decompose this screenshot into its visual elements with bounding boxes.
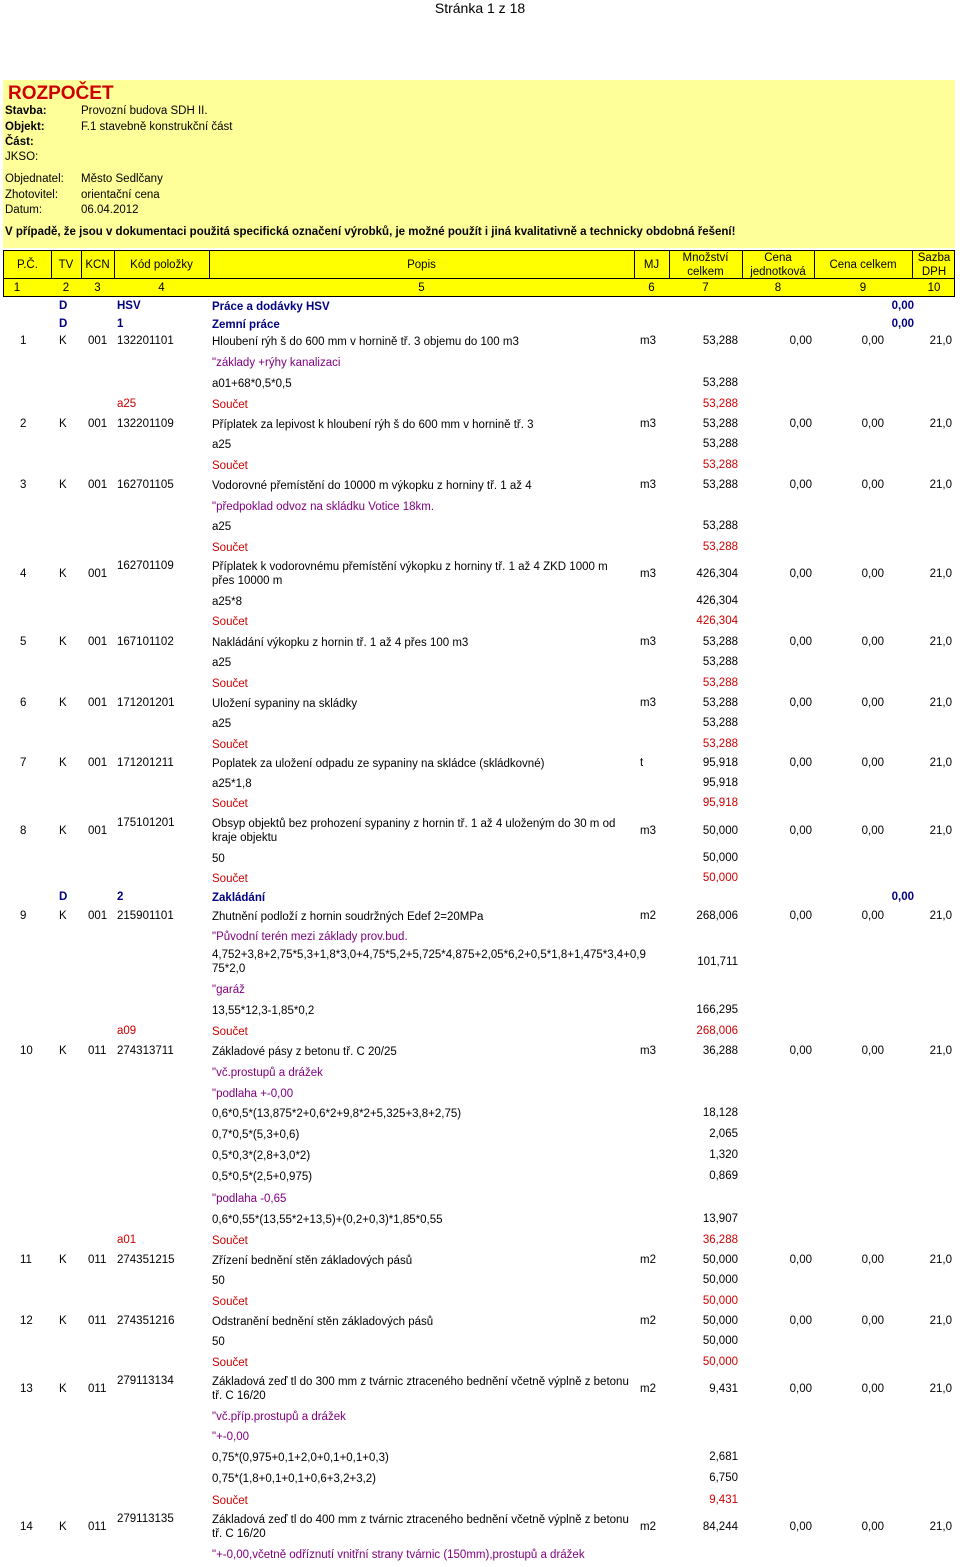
calc-quantity: 18,128: [702, 1107, 738, 1119]
item-quantity: 53,288: [702, 418, 738, 430]
item-code: 279113135: [117, 1513, 174, 1525]
col-num: 7: [702, 282, 709, 294]
item-description: Příplatek za lepivost k hloubení rýh š do 600 mm v hornině tř. 3: [212, 419, 534, 431]
col-num: 1: [13, 282, 21, 294]
row-tv: K: [59, 418, 67, 430]
row-tv: K: [59, 910, 67, 922]
col-pc: P.Č.: [17, 259, 38, 271]
item-vat-rate: 21,0: [929, 1521, 952, 1533]
sum-quantity: 50,000: [702, 1356, 738, 1368]
calc-expression: 0,75*(0,975+0,1+2,0+0,1+0,1+0,3): [212, 1452, 389, 1464]
item-description: Nakládání výkopku z hornin tř. 1 až 4 přes 100 m3: [212, 637, 469, 649]
col-cj-1: Cena: [764, 252, 792, 264]
item-total-price: 0,00: [861, 1315, 884, 1327]
row-note: "Původní terén mezi základy prov.bud.: [212, 931, 408, 943]
calc-quantity: 1,320: [709, 1149, 738, 1161]
col-num: 4: [158, 282, 165, 294]
item-unit-price: 0,00: [789, 1383, 812, 1395]
item-vat-rate: 21,0: [929, 479, 952, 491]
col-dph-2: DPH: [921, 266, 947, 278]
item-quantity: 426,304: [696, 568, 738, 580]
sum-label: Součet: [212, 616, 248, 628]
row-number: 4: [20, 568, 27, 580]
sum-quantity: 53,288: [702, 738, 738, 750]
sum-quantity: 50,000: [702, 872, 738, 884]
item-unit: t: [640, 757, 644, 769]
col-num: 2: [62, 282, 70, 294]
item-description: Zhutnění podloží z hornin soudržných Edef 2=20MPa: [212, 911, 484, 923]
calc-quantity: 53,288: [702, 656, 738, 668]
calc-quantity: 53,288: [702, 717, 738, 729]
section-total: 0,00: [891, 891, 914, 903]
row-kcn: 001: [88, 479, 108, 491]
sum-label: Součet: [212, 1026, 248, 1038]
sum-label: Součet: [212, 1235, 248, 1247]
item-unit-price: 0,00: [789, 479, 812, 491]
item-vat-rate: 21,0: [929, 568, 952, 580]
col-num: 9: [859, 282, 867, 294]
item-total-price: 0,00: [861, 1045, 884, 1057]
sum-label: Součet: [212, 1357, 248, 1369]
sum-quantity: 268,006: [696, 1025, 738, 1037]
col-popis: Popis: [407, 259, 436, 271]
col-cc: Cena celkem: [829, 259, 897, 271]
sum-label: Součet: [212, 460, 248, 472]
item-total-price: 0,00: [861, 1383, 884, 1395]
row-tv: K: [59, 1045, 67, 1057]
calc-expression: 0,75*(1,8+0,1+0,1+0,6+3,2+3,2): [212, 1473, 377, 1485]
item-unit: m2: [640, 1315, 656, 1327]
sum-label: Součet: [212, 739, 248, 751]
item-vat-rate: 21,0: [929, 697, 952, 709]
col-cj-2: jednotková: [750, 266, 806, 278]
section-total: 0,00: [891, 318, 914, 330]
item-unit-price: 0,00: [789, 910, 812, 922]
row-number: 1: [20, 335, 27, 347]
item-description: Zřízení bednění stěn základových pásů: [212, 1255, 413, 1267]
row-tv: D: [59, 300, 68, 312]
row-kcn: 011: [88, 1315, 107, 1327]
col-dph-1: Sazba: [917, 252, 951, 264]
item-description: Hloubení rýh š do 600 mm v hornině tř. 3 objemu do 100 m3: [212, 336, 519, 348]
item-total-price: 0,00: [861, 825, 884, 837]
calc-quantity: 53,288: [702, 438, 738, 450]
item-quantity: 9,431: [709, 1383, 738, 1395]
item-code: 274313711: [117, 1045, 174, 1057]
row-kcn: 001: [88, 335, 108, 347]
item-code: 162701105: [117, 479, 174, 491]
calc-expression: 0,6*0,55*(13,55*2+13,5)+(0,2+0,3)*1,85*0,55: [212, 1214, 443, 1226]
calc-quantity: 95,918: [702, 777, 738, 789]
row-number: 11: [20, 1254, 32, 1266]
item-quantity: 50,000: [702, 1315, 738, 1327]
item-description: Obsyp objektů bez prohození sypaniny z hornin tř. 1 až 4 uloženým do 30 m od kraje objektu: [212, 818, 616, 844]
row-tv: K: [59, 568, 67, 580]
item-unit-price: 0,00: [789, 335, 812, 347]
section-title: Zakládání: [212, 892, 266, 904]
calc-expression: 50: [212, 853, 225, 865]
item-code: 215901101: [117, 910, 174, 922]
calc-quantity: 53,288: [702, 377, 738, 389]
item-description: Vodorovné přemístění do 10000 m výkopku z horniny tř. 1 až 4: [212, 480, 532, 492]
field-value: Město Sedlčany: [81, 173, 163, 185]
sum-label: Součet: [212, 1495, 248, 1507]
row-number: 6: [20, 697, 27, 709]
calc-expression: 0,7*0,5*(5,3+0,6): [212, 1129, 300, 1141]
row-tv: K: [59, 757, 67, 769]
row-kcn: 001: [88, 825, 108, 837]
row-note: "vč.prostupů a drážek: [212, 1067, 323, 1079]
item-unit: m3: [640, 335, 656, 347]
item-total-price: 0,00: [861, 418, 884, 430]
row-tv: K: [59, 636, 67, 648]
item-unit: m3: [640, 636, 656, 648]
sum-variable: a09: [117, 1025, 137, 1037]
row-number: 5: [20, 636, 27, 648]
row-kcn: 001: [88, 418, 108, 430]
sum-label: Součet: [212, 798, 248, 810]
calc-quantity: 0,869: [709, 1170, 738, 1182]
calc-expression: 13,55*12,3-1,85*0,2: [212, 1005, 315, 1017]
item-vat-rate: 21,0: [929, 1254, 952, 1266]
item-quantity: 50,000: [702, 1254, 738, 1266]
item-quantity: 84,244: [702, 1521, 738, 1533]
calc-expression: 0,5*0,5*(2,5+0,975): [212, 1171, 313, 1183]
row-note: "vč.příp.prostupů a drážek: [212, 1411, 346, 1423]
page-number: Stránka 1 z 18: [434, 0, 526, 16]
calc-expression: a01+68*0,5*0,5: [212, 378, 292, 390]
calc-quantity: 2,065: [709, 1128, 738, 1140]
sum-label: Součet: [212, 873, 248, 885]
row-tv: K: [59, 1315, 67, 1327]
row-note: "podlaha -0,65: [212, 1193, 287, 1205]
row-code: 2: [117, 891, 124, 903]
field-value: 06.04.2012: [81, 204, 139, 216]
row-tv: K: [59, 1383, 67, 1395]
field-value: orientační cena: [81, 189, 160, 201]
calc-quantity: 2,681: [709, 1451, 738, 1463]
item-quantity: 53,288: [702, 697, 738, 709]
item-vat-rate: 21,0: [929, 1383, 952, 1395]
col-num: 10: [927, 282, 941, 294]
calc-expression: a25*8: [212, 596, 243, 608]
col-num: 8: [774, 282, 782, 294]
calc-quantity: 50,000: [702, 1274, 738, 1286]
row-tv: K: [59, 1254, 67, 1266]
row-note: "+-0,00: [212, 1431, 250, 1443]
item-description: Základová zeď tl do 400 mm z tvárnic ztraceného bednění včetně výplně z betonu tř. C 16/20: [212, 1514, 629, 1540]
row-note: "předpoklad odvoz na skládku Votice 18km.: [212, 501, 435, 513]
calc-expression: a25*1,8: [212, 778, 252, 790]
row-tv: K: [59, 335, 67, 347]
row-kcn: 001: [88, 757, 108, 769]
disclaimer-note: V případě, že jsou v dokumentaci použitá specifická označení výrobků, je možné použít i jiná kvalitativně a technicky obdobná řešení!: [5, 226, 736, 238]
document-title: ROZPOČET: [8, 83, 114, 104]
item-total-price: 0,00: [861, 910, 884, 922]
col-num: 5: [418, 282, 425, 294]
item-description: Základová zeď tl do 300 mm z tvárnic ztraceného bednění včetně výplně z betonu tř. C 16/20: [212, 1376, 629, 1402]
calc-expression: a25: [212, 521, 232, 533]
item-code: 167101102: [117, 636, 174, 648]
item-total-price: 0,00: [861, 479, 884, 491]
sum-quantity: 53,288: [702, 398, 738, 410]
sum-label: Součet: [212, 399, 248, 411]
item-code: 274351215: [117, 1254, 175, 1266]
field-value: Provozní budova SDH II.: [81, 105, 208, 117]
item-total-price: 0,00: [861, 757, 884, 769]
row-number: 7: [20, 757, 27, 769]
sum-variable: a01: [117, 1234, 137, 1246]
row-code: HSV: [117, 300, 141, 312]
calc-expression: a25: [212, 439, 232, 451]
row-tv: K: [59, 1521, 67, 1533]
item-unit-price: 0,00: [789, 636, 812, 648]
item-unit-price: 0,00: [789, 697, 812, 709]
row-tv: K: [59, 825, 67, 837]
row-kcn: 001: [88, 697, 108, 709]
row-kcn: 001: [88, 568, 108, 580]
sum-label: Součet: [212, 542, 248, 554]
calc-quantity: 166,295: [696, 1004, 738, 1016]
item-description: Poplatek za uložení odpadu ze sypaniny na skládce (skládkovné): [212, 758, 545, 770]
col-kcn: KCN: [85, 259, 110, 271]
item-vat-rate: 21,0: [929, 910, 952, 922]
row-note: "garáž: [212, 984, 245, 996]
item-vat-rate: 21,0: [929, 1045, 952, 1057]
row-kcn: 011: [88, 1521, 107, 1533]
row-tv: D: [59, 891, 68, 903]
row-tv: K: [59, 479, 67, 491]
calc-expression: a25: [212, 718, 232, 730]
item-vat-rate: 21,0: [929, 1315, 952, 1327]
item-unit-price: 0,00: [789, 757, 812, 769]
sum-quantity: 9,431: [709, 1494, 738, 1506]
row-kcn: 001: [88, 636, 108, 648]
item-unit-price: 0,00: [789, 1254, 812, 1266]
item-code: 132201101: [117, 335, 174, 347]
sum-label: Součet: [212, 678, 248, 690]
section-title: Zemní práce: [212, 319, 280, 331]
sum-quantity: 426,304: [696, 615, 738, 627]
item-quantity: 53,288: [702, 335, 738, 347]
calc-expression: 50: [212, 1275, 225, 1287]
item-unit-price: 0,00: [789, 418, 812, 430]
field-label: Datum:: [5, 204, 43, 216]
item-code: 175101201: [117, 817, 175, 829]
item-quantity: 53,288: [702, 636, 738, 648]
calc-expression: 0,6*0,5*(13,875*2+0,6*2+9,8*2+5,325+3,8+2,75): [212, 1108, 462, 1120]
sum-quantity: 36,288: [702, 1234, 738, 1246]
item-code: 162701109: [117, 560, 174, 572]
item-quantity: 50,000: [702, 825, 738, 837]
calc-quantity: 53,288: [702, 520, 738, 532]
sum-quantity: 95,918: [702, 797, 738, 809]
item-code: 132201109: [117, 418, 174, 430]
sum-quantity: 53,288: [702, 677, 738, 689]
item-unit: m3: [640, 697, 656, 709]
item-unit: m3: [640, 1045, 656, 1057]
field-value: F.1 stavebně konstrukční část: [81, 121, 233, 133]
sum-quantity: 50,000: [702, 1295, 738, 1307]
section-total: 0,00: [891, 300, 914, 312]
item-total-price: 0,00: [861, 1521, 884, 1533]
item-unit: m3: [640, 418, 656, 430]
row-note: "+-0,00,včetně odříznutí vnitřní strany tvárnic (150mm),prostupů a drážek: [212, 1549, 585, 1561]
item-quantity: 95,918: [702, 757, 738, 769]
item-total-price: 0,00: [861, 697, 884, 709]
item-unit: m2: [640, 1254, 656, 1266]
item-unit-price: 0,00: [789, 568, 812, 580]
calc-quantity: 50,000: [702, 852, 738, 864]
calc-quantity: 6,750: [709, 1472, 738, 1484]
calc-quantity: 426,304: [696, 595, 738, 607]
sum-quantity: 53,288: [702, 459, 738, 471]
col-tv: TV: [58, 259, 74, 271]
row-kcn: 011: [88, 1045, 107, 1057]
row-number: 3: [20, 479, 27, 491]
row-note: "základy +rýhy kanalizaci: [212, 357, 341, 369]
row-tv: K: [59, 697, 67, 709]
row-number: 9: [20, 910, 27, 922]
item-vat-rate: 21,0: [929, 335, 952, 347]
field-label: Objekt:: [5, 121, 45, 133]
item-total-price: 0,00: [861, 568, 884, 580]
row-number: 12: [20, 1315, 33, 1327]
row-number: 2: [20, 418, 27, 430]
item-vat-rate: 21,0: [929, 757, 952, 769]
item-description: Příplatek k vodorovnému přemístění výkopku z horniny tř. 1 až 4 ZKD 1000 m přes 10000 m: [212, 561, 608, 587]
calc-quantity: 50,000: [702, 1335, 738, 1347]
field-label: Část:: [5, 136, 34, 148]
row-kcn: 001: [88, 910, 108, 922]
item-unit: m2: [640, 1383, 656, 1395]
calc-expression: 4,752+3,8+2,75*5,3+1,8*3,0+4,75*5,2+5,725*4,875+2,05*6,2+0,5*1,8+1,475*3,4+0,9 75*2,0: [212, 949, 646, 975]
item-code: 171201201: [117, 697, 175, 709]
row-number: 8: [20, 825, 27, 837]
item-total-price: 0,00: [861, 1254, 884, 1266]
item-vat-rate: 21,0: [929, 418, 952, 430]
item-vat-rate: 21,0: [929, 636, 952, 648]
item-description: Uložení sypaniny na skládky: [212, 698, 358, 710]
item-quantity: 36,288: [702, 1045, 738, 1057]
calc-expression: 50: [212, 1336, 225, 1348]
sum-variable: a25: [117, 398, 137, 410]
item-unit-price: 0,00: [789, 1045, 812, 1057]
item-vat-rate: 21,0: [929, 825, 952, 837]
section-title: Práce a dodávky HSV: [212, 301, 330, 313]
item-quantity: 53,288: [702, 479, 738, 491]
col-qty-1: Množství: [682, 252, 729, 264]
field-label: JKSO:: [5, 151, 39, 163]
col-qty-2: celkem: [687, 266, 724, 278]
row-number: 10: [20, 1045, 33, 1057]
col-mj: MJ: [643, 259, 660, 271]
item-description: Základové pásy z betonu tř. C 20/25: [212, 1046, 397, 1058]
item-unit-price: 0,00: [789, 825, 812, 837]
field-label: Zhotovitel:: [5, 189, 59, 201]
item-unit: m3: [640, 825, 656, 837]
item-unit: m3: [640, 568, 656, 580]
column-header: [3, 250, 955, 297]
row-tv: D: [59, 318, 68, 330]
item-total-price: 0,00: [861, 335, 884, 347]
row-kcn: 011: [88, 1383, 107, 1395]
item-unit-price: 0,00: [789, 1521, 812, 1533]
calc-quantity: 13,907: [702, 1213, 738, 1225]
row-note: "podlaha +-0,00: [212, 1088, 294, 1100]
item-description: Odstranění bednění stěn základových pásů: [212, 1316, 434, 1328]
row-number: 14: [20, 1521, 33, 1533]
row-code: 1: [117, 318, 124, 330]
item-code: 279113134: [117, 1375, 174, 1387]
calc-expression: 0,5*0,3*(2,8+3,0*2): [212, 1150, 311, 1162]
item-total-price: 0,00: [861, 636, 884, 648]
item-unit-price: 0,00: [789, 1315, 812, 1327]
field-label: Objednatel:: [5, 173, 64, 185]
row-number: 13: [20, 1383, 33, 1395]
sum-label: Součet: [212, 1296, 248, 1308]
sum-quantity: 53,288: [702, 541, 738, 553]
item-unit: m3: [640, 479, 656, 491]
col-num: 6: [648, 282, 655, 294]
row-kcn: 011: [88, 1254, 107, 1266]
item-unit: m2: [640, 1521, 656, 1533]
field-label: Stavba:: [5, 105, 47, 117]
item-code: 171201211: [117, 757, 174, 769]
calc-expression: a25: [212, 657, 232, 669]
item-unit: m2: [640, 910, 656, 922]
col-kod: Kód položky: [130, 259, 193, 271]
col-num: 3: [94, 282, 101, 294]
item-quantity: 268,006: [696, 910, 738, 922]
calc-quantity: 101,711: [697, 956, 738, 968]
item-code: 274351216: [117, 1315, 175, 1327]
